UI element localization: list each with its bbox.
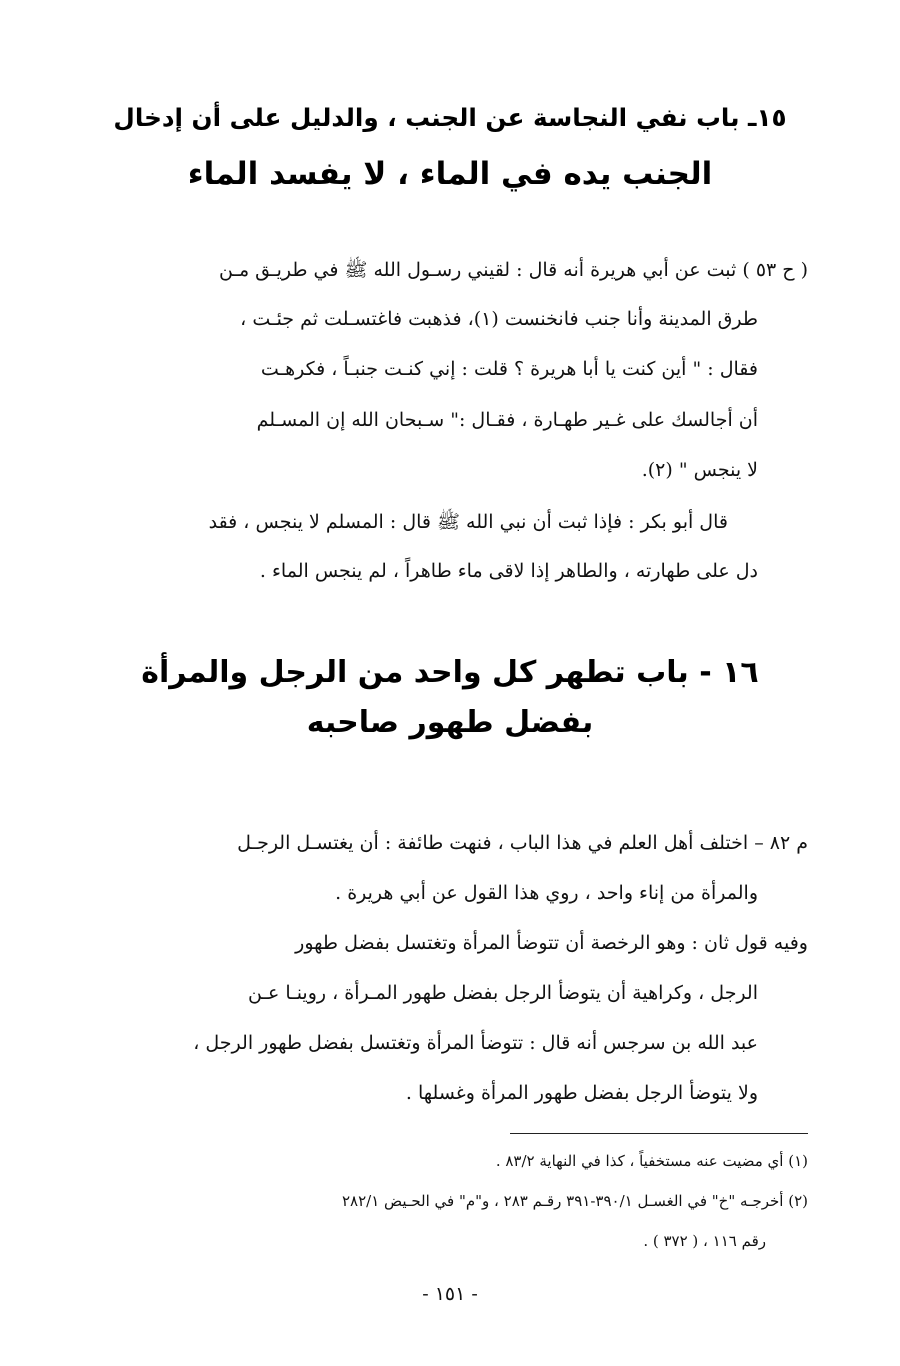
text-line: دل على طهارته ، والطاهر إذا لاقى ماء طاهراً ، لم ينجس الماء .: [259, 560, 758, 582]
heading-line: ١٥ـ باب نفي النجاسة عن الجنب ، والدليل على أن إدخال: [113, 103, 787, 132]
text-line: عبد الله بن سرجس أنه قال : تتوضأ المرأة وتغتسل بفضل طهور الرجل ،: [193, 1032, 758, 1054]
text-line: ( ح ٥٣ ) ثبت عن أبي هريرة أنه قال : لقيني رسـول الله ﷺ في طريـق مـن: [218, 259, 808, 281]
text-line: والمرأة من إناء واحد ، روي هذا القول عن أبي هريرة .: [335, 882, 758, 904]
text-line: طرق المدينة وأنا جنب فانخنست (١)، فذهبت فاغتسـلت ثم جئـت ،: [240, 308, 758, 330]
text-line: ولا يتوضأ الرجل بفضل طهور المرأة وغسلها .: [405, 1082, 758, 1104]
heading-line: الجنب يده في الماء ، لا يفسد الماء: [187, 156, 713, 192]
page-number: - ١٥١ -: [422, 1283, 478, 1305]
text-line: قال أبو بكر : فإذا ثبت أن نبي الله ﷺ قال : المسلم لا ينجس ، فقد: [208, 511, 728, 533]
chapter-heading-15: [110, 90, 790, 202]
footnote-2-continuation: رقم ١١٦ ، ( ٣٧٢ ) .: [643, 1232, 766, 1250]
text-line: م ٨٢ – اختلف أهل العلم في هذا الباب ، فنهت طائفة : أن يغتسـل الرجـل: [237, 832, 808, 854]
text-line: فقال : " أين كنت يا أبا هريرة ؟ قلت : إني كنـت جنبـاً ، فكرهـت: [260, 358, 758, 380]
heading-line: ١٦ - باب تطهر كل واحد من الرجل والمرأة: [141, 655, 759, 690]
text-line: أن أجالسك على غـير طهـارة ، فقـال :" سـبحان الله إن المسـلم: [256, 409, 758, 431]
heading-line: بفضل طهور صاحبه: [306, 705, 594, 740]
chapter-heading-16: [110, 648, 790, 748]
text-line: وفيه قول ثان : وهو الرخصة أن تتوضأ المرأة وتغتسل بفضل طهور: [295, 932, 808, 954]
footnote-1: (١) أي مضيت عنه مستخفياً ، كذا في النهاية ٨٣/٢ .: [495, 1152, 808, 1170]
footnote-separator: [510, 1133, 808, 1134]
footnote-2: (٢) أخرجـه "خ" في الغسـل ٣٩٠/١-٣٩١ رقـم ٢٨٣ ، و"م" في الحـيض ٢٨٢/١: [341, 1192, 808, 1210]
text-line: الرجل ، وكراهية أن يتوضأ الرجل بفضل طهور المـرأة ، روينـا عـن: [247, 982, 758, 1004]
text-line: لا ينجس " (٢).: [641, 459, 758, 481]
